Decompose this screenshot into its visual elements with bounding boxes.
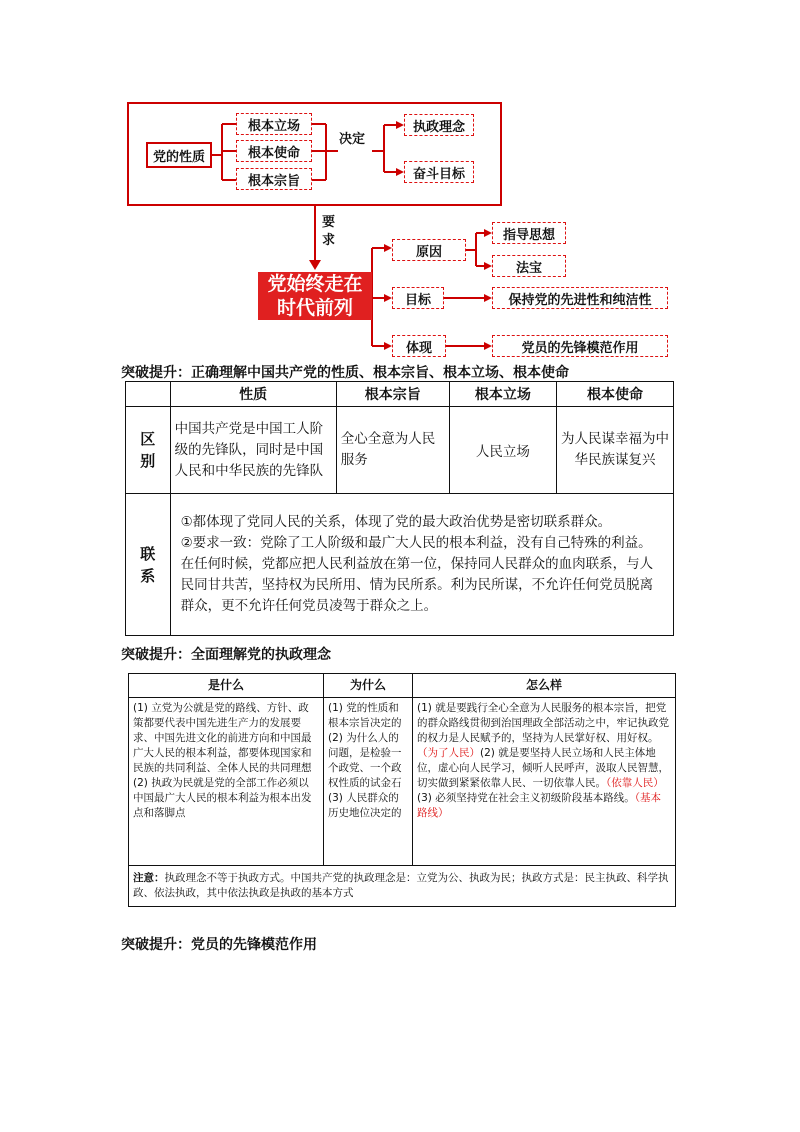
link-point-1: ①都体现了党同人民的关系，体现了党的最大政治优势是密切联系群众。 [180,514,612,530]
basic-mission-box: 根本使命 [236,140,312,162]
mission-cell: 为人民谋幸福为中华民族谋复兴 [556,407,673,494]
reason-box: 原因 [392,239,466,261]
link-point-2: ②要求一致：党除了工人阶级和最广大人民的根本利益，没有自己特殊的利益。在任何时候，党都应把人民利益放在第一位，保持同人民群众的血肉联系，与人民同甘共苦，坚持权为民所用、情为民所系。利为民所谋，不允许任何党员脱离群众，更不允许任何党员凌驾于群众之上。 [180,535,654,614]
magic-weapon-box: 法宝 [492,255,566,277]
goal-detail-box: 保持党的先进性和纯洁性 [492,287,668,309]
goal-box: 目标 [392,287,444,309]
guiding-thought-box: 指导思想 [492,222,566,244]
purpose-cell: 全心全意为人民服务 [336,407,449,494]
how-tag-3: （基本路线） [417,792,661,819]
embodiment-detail-box: 党员的先锋模范作用 [492,335,668,357]
header-purpose: 根本宗旨 [336,382,449,407]
governing-philosophy-box: 执政理念 [404,114,474,136]
decide-label: 决定 [339,132,366,147]
party-nature-box: 党的性质 [146,142,212,168]
banner-line1: 党始终走在 [267,273,363,295]
how-text-1: (1) 就是要践行全心全意为人民服务的根本宗旨，把党的群众路线贯彻到治国理政全部活动之中，牢记执政党的权力是人民赋予的，坚持为人民掌好权、用好权。 [417,702,669,744]
why-cell: (1) 党的性质和根本宗旨决定的(2) 为什么人的问题，是检验一个政党、一个政权性质的试金石(3) 人民群众的历史地位决定的 [324,698,413,866]
heading-3: 突破提升：党员的先锋模范作用 [121,937,317,953]
position-cell: 人民立场 [449,407,556,494]
how-tag-1: （为了人民） [417,747,480,759]
corner-cell [126,382,171,407]
struggle-goal-box: 奋斗目标 [404,161,474,183]
governing-philosophy-table [128,673,676,907]
nature-cell: 中国共产党是中国工人阶级的先锋队，同时是中国人民和中华民族的先锋队 [170,407,336,494]
basic-purpose-box: 根本宗旨 [236,168,312,190]
note-text: 执政理念不等于执政方式。中国共产党的执政理念是：立党为公、执政为民；执政方式是：民主执政、科学执政、依法执政，其中依法执政是执政的基本方式 [133,872,669,899]
basic-position-box: 根本立场 [236,113,312,135]
how-cell [413,698,676,866]
what-cell: (1) 立党为公就是党的路线、方针、政策都要代表中国先进生产力的发展要求、中国先进文化的前进方向和中国最广大人民的根本利益，都要体现国家和民族的共同利益、全体人民的共同理想(2) 执政为民就是党的全部工作必须以中国最广大人民的根本利益为根本出发点和落脚点 [129,698,324,866]
banner [258,272,372,320]
how-tag-2: （依靠人民） [606,777,664,789]
header-nature: 性质 [170,382,336,407]
header-how: 怎么样 [413,674,676,698]
heading-1: 突破提升：正确理解中国共产党的性质、根本宗旨、根本立场、根本使命 [121,365,569,381]
link-label: 联系 [126,494,171,636]
heading-2: 突破提升：全面理解党的执政理念 [121,647,331,663]
how-text-2: (2) 就是要坚持人民立场和人民主体地位，虚心向人民学习，倾听人民呼声，汲取人民智慧，切实做到紧紧依靠人民、一切依靠人民。 [417,747,669,789]
require-label: 要求 [322,215,336,248]
note-label: 注意： [133,872,165,884]
header-why: 为什么 [324,674,413,698]
embodiment-box: 体现 [392,335,446,357]
header-what: 是什么 [129,674,324,698]
how-text-3: (3) 必须坚持党在社会主义初级阶段基本路线。 [417,792,635,804]
link-cell [170,494,673,636]
banner-line2: 时代前列 [276,297,353,319]
header-position: 根本立场 [449,382,556,407]
diff-label: 区别 [126,407,171,494]
comparison-table [125,381,674,636]
note-cell [129,866,676,907]
header-mission: 根本使命 [556,382,673,407]
